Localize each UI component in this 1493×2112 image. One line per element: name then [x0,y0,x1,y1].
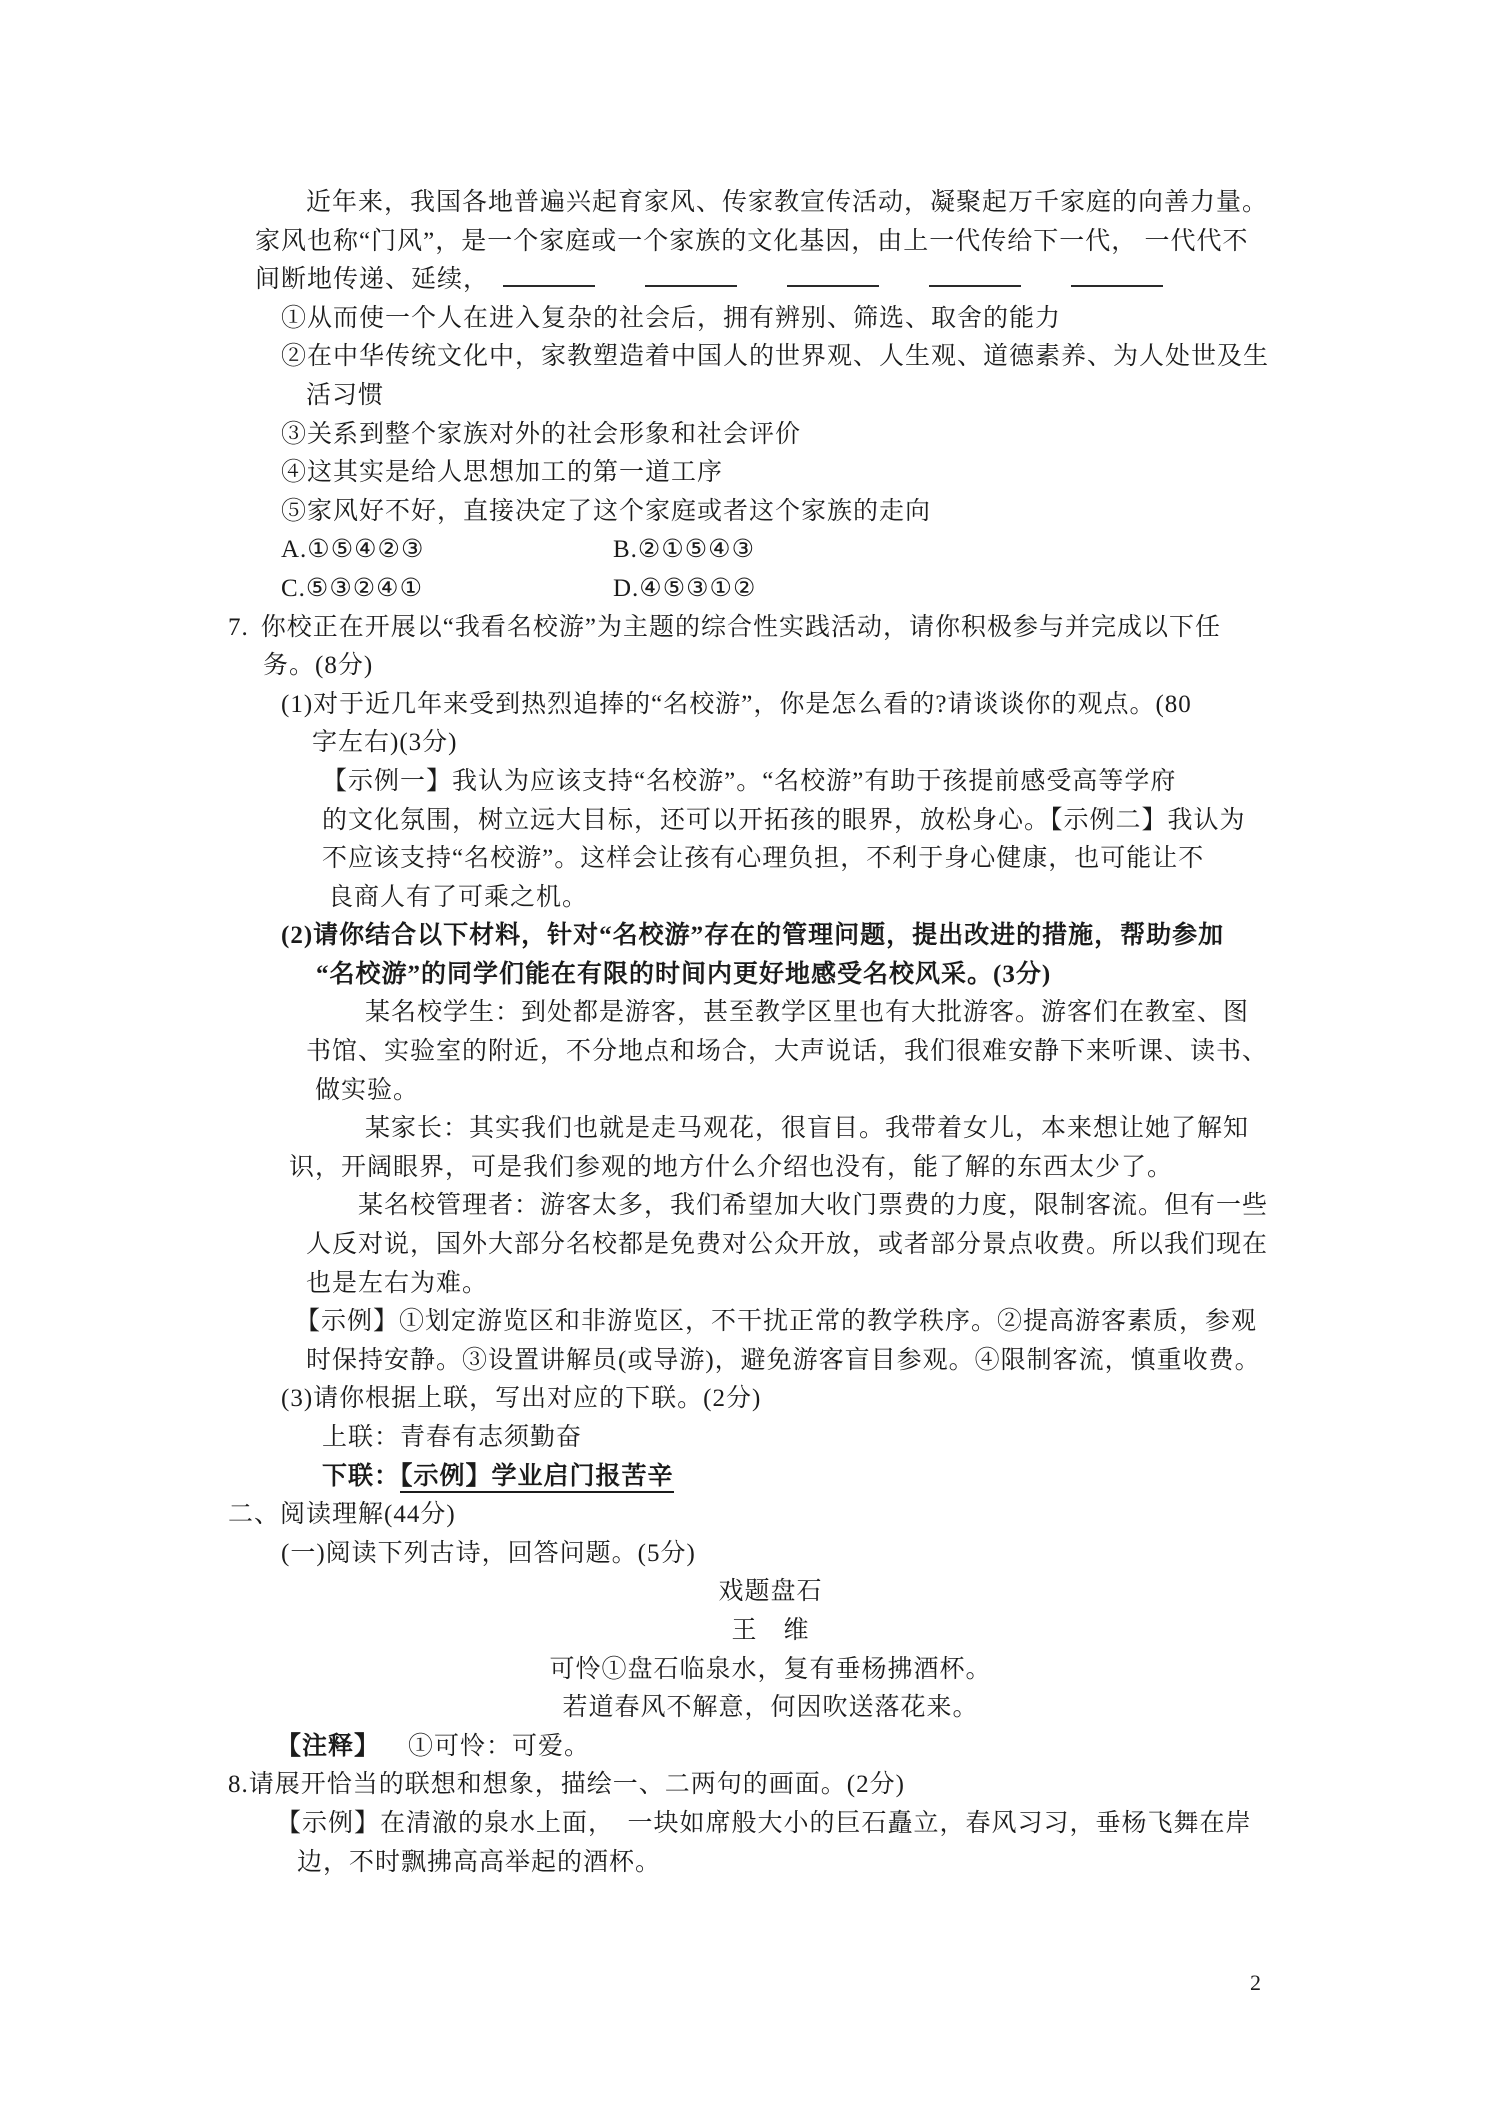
q6-blanks-line [255,261,1267,300]
q7-couplet-bottom-answer: 【示例】学业启门报苦辛 [400,1463,674,1493]
answer-blank-3 [787,267,879,287]
q6-option-1: ①从而使一个人在进入复杂的社会后，拥有辨别、筛选、取舍的能力 [281,304,1062,332]
q6-option-2-line1: ②在中华传统文化中，家教塑造着中国人的世界观、人生观、道德素养、为人处世及生 [281,343,1270,371]
q6-choice-d: D.④⑤③①② [613,574,757,602]
q6-choice-a: A.①⑤④②③ [281,536,425,564]
q6-option-4: ④这其实是给人思想加工的第一道工序 [281,459,724,487]
q7-material-student-line2: 书馆、实验室的附近，不分地点和场合，大声说话，我们很难安静下来听课、读书、 [306,1038,1269,1066]
q6-option-2-line2: 活习惯 [306,381,385,409]
q7-example2-line2: 时保持安静。③设置讲解员(或导游)，避免游客盲目参观。④限制客流，慎重收费。 [306,1346,1261,1374]
q7-part1-line1: (1)对于近几年来受到热烈追捧的“名校游”，你是怎么看的?请谈谈你的观点。(80 [281,690,1192,718]
q7-part3: (3)请你根据上联，写出对应的下联。(2分) [281,1385,762,1413]
poem-note [276,1728,1267,1767]
q6-intro-line2: 家风也称“门风”，是一个家庭或一个家族的文化基因，由上一代传给下一代， 一代代不 [255,227,1249,255]
q7-example1-line3: 不应该支持“名校游”。这样会让孩有心理负担，不利于身心健康，也可能让不 [322,845,1205,873]
q8-example-line2: 边，不时飘拂高高举起的酒杯。 [297,1848,662,1876]
q7-couplet-bottom-label: 下联： [322,1462,401,1490]
poem-title: 戏题盘石 [718,1578,823,1606]
q6-option-5: ⑤家风好不好，直接决定了这个家庭或者这个家族的走向 [281,497,932,525]
q7-material-manager-line1: 某名校管理者：游客太多，我们希望加大收门票费的力度，限制客流。但有一些 [358,1192,1269,1220]
poem-author: 王 维 [731,1616,810,1644]
q7-number: 7. [228,613,249,641]
q7-stem-line1 [228,609,1267,648]
q7-material-student-line3: 做实验。 [315,1076,420,1104]
q7-example1-line1: 【示例一】我认为应该支持“名校游”。“名校游”有助于孩提前感受高等学府 [322,767,1177,795]
q6-intro-line1: 近年来，我国各地普遍兴起育家风、传家教宣传活动，凝聚起万千家庭的向善力量。 [306,189,1269,216]
q7-example1-line4: 良商人有了可乘之机。 [328,883,589,911]
q7-couplet-bottom [322,1458,1267,1497]
section2-subheading: (一)阅读下列古诗，回答问题。(5分) [281,1539,696,1567]
exam-content [228,184,1270,1882]
q6-option-3: ③关系到整个家族对外的社会形象和社会评价 [281,420,802,448]
page-number: 2 [1250,1970,1261,1995]
q6-choice-c: C.⑤③②④① [281,574,423,602]
q7-part2-line2: “名校游”的同学们能在有限的时间内更好地感受名校风采。(3分) [316,960,1052,988]
q7-couplet-top: 上联：青春有志须勤奋 [322,1424,583,1451]
answer-blank-1 [503,267,595,287]
q7-stem-line2: 务。(8分) [263,652,374,680]
q8-example-line1: 【示例】在清澈的泉水上面， 一块如席般大小的巨石矗立，春风习习，垂杨飞舞在岸 [276,1809,1252,1837]
q6-choices-row1 [281,531,1267,570]
poem-note-label: 【注释】 [276,1732,381,1760]
q6-choice-b: B.②①⑤④③ [613,536,755,564]
q6-choices-row2 [281,570,1267,609]
q7-material-parent-line1: 某家长：其实我们也就是走马观花，很盲目。我带着女儿，本来想让她了解知 [365,1115,1250,1143]
q7-material-manager-line2: 人反对说，国外大部分名校都是免费对公众开放，或者部分景点收费。所以我们现在 [306,1231,1269,1259]
poem-note-text: ①可怜：可爱。 [408,1732,591,1760]
q7-stem-text: 你校正在开展以“我看名校游”为主题的综合性实践活动，请你积极参与并完成以下任 [260,613,1221,641]
q7-material-parent-line2: 识，开阔眼界，可是我们参观的地方什么介绍也没有，能了解的东西太少了。 [289,1153,1174,1181]
q7-example1-line2: 的文化氛围，树立远大目标，还可以开拓孩的眼界，放松身心。【示例二】我认为 [322,806,1246,834]
q6-intro-line3-text: 间断地传递、延续， [255,266,490,294]
q7-part2-line1: (2)请你结合以下材料，针对“名校游”存在的管理问题，提出改进的措施，帮助参加 [281,922,1225,950]
q8-stem: 8.请展开恰当的联想和想象，描绘一、二两句的画面。(2分) [228,1771,905,1799]
poem-line-1: 可怜①盘石临泉水，复有垂杨拂酒杯。 [549,1655,992,1683]
q7-part1-line2: 字左右)(3分) [312,729,458,757]
q7-example2-line1: 【示例】①划定游览区和非游览区，不干扰正常的教学秩序。②提高游客素质，参观 [295,1308,1258,1336]
poem-line-2: 若道春风不解意，何因吹送落花来。 [562,1694,979,1722]
q7-material-student-line1: 某名校学生：到处都是游客，甚至教学区里也有大批游客。游客们在教室、图 [365,999,1250,1027]
answer-blank-5 [1071,267,1163,287]
q7-material-manager-line3: 也是左右为难。 [306,1269,489,1297]
answer-blank-4 [929,267,1021,287]
answer-blank-2 [645,267,737,287]
section2-heading: 二、阅读理解(44分) [228,1501,456,1529]
